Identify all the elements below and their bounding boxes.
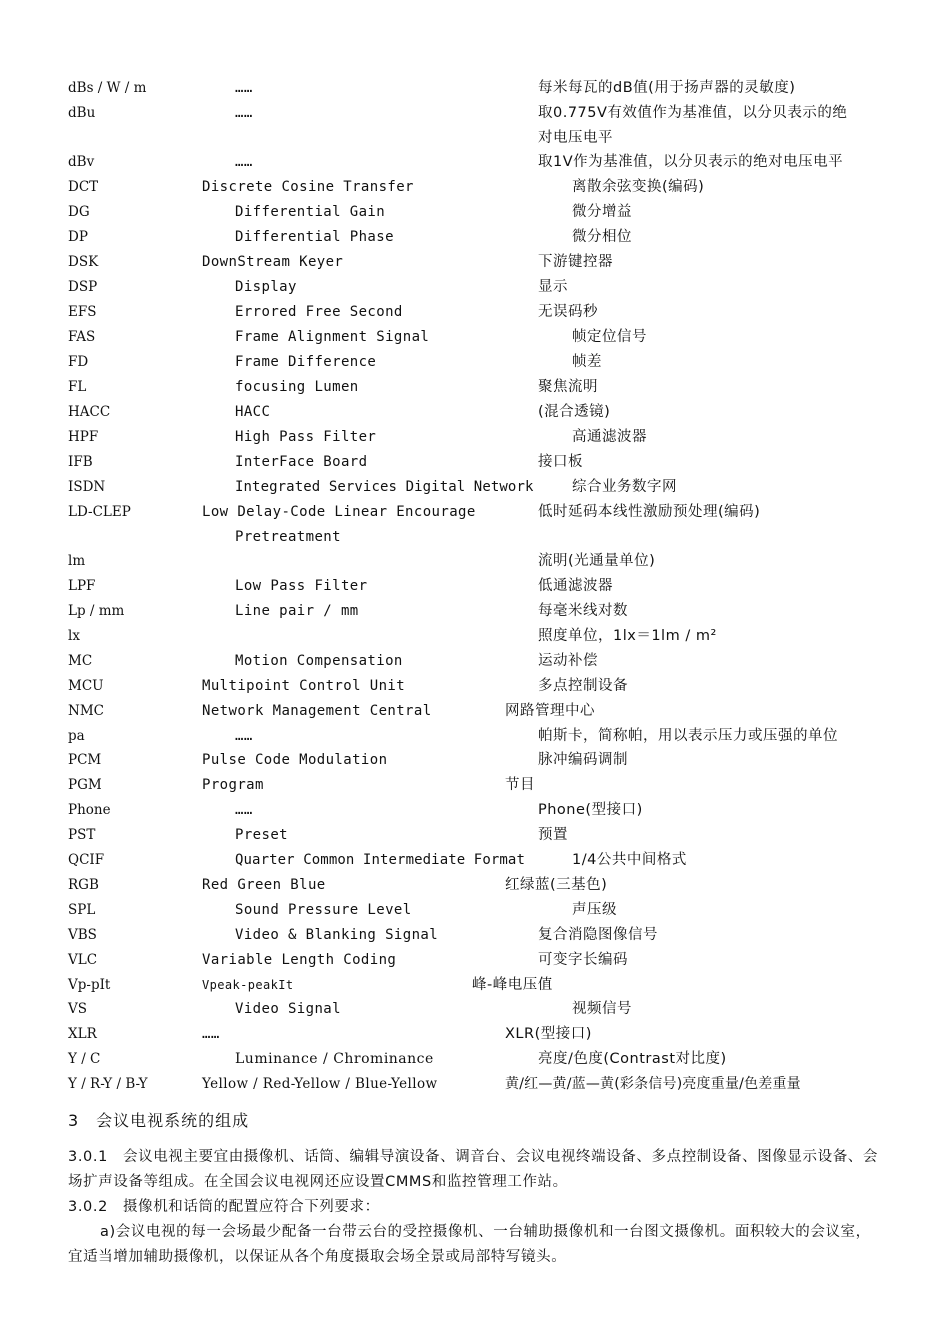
abbr-row [0,798,950,822]
abbr-chinese: Phone(型接口) [538,802,643,818]
abbr-row [0,300,950,324]
abbr-term: Vp-pIt [68,977,111,993]
abbr-row [0,1072,950,1096]
abbr-chinese: 1/4公共中间格式 [572,852,687,868]
abbr-english: Red Green Blue [202,877,326,893]
abbr-chinese: 节目 [505,777,535,793]
abbr-chinese: 取1V作为基准值，以分贝表示的绝对电压电平 [538,154,844,170]
abbr-chinese: 可变字长编码 [538,952,628,968]
abbr-english: Pulse Code Modulation [202,752,388,768]
abbr-row [0,599,950,623]
abbr-english: Vpeak-peakIt [202,978,294,992]
abbr-row [0,923,950,947]
abbr-english: Differential Phase [235,229,394,245]
abbr-term: LD-CLEP [68,504,131,520]
abbr-term: PST [68,827,96,843]
abbr-row [0,475,950,499]
abbr-english: …… [235,154,253,170]
abbr-english: Video & Blanking Signal [235,927,439,943]
abbr-chinese: 帧定位信号 [572,329,647,345]
abbr-row [0,76,950,100]
abbr-row [0,275,950,299]
abbr-term: NMC [68,703,104,719]
abbr-row [0,748,950,772]
abbr-english: Motion Compensation [235,653,403,669]
abbr-english: Frame Difference [235,354,377,370]
abbr-chinese: 无误码秒 [538,304,598,320]
abbr-term: VS [68,1001,87,1017]
abbr-term: DG [68,204,90,220]
abbr-chinese: 下游键控器 [538,254,613,270]
abbr-english: Low Pass Filter [235,578,368,594]
abbr-term: DSP [68,279,98,295]
abbr-term: dBs / W / m [68,80,147,96]
abbr-english: …… [235,105,253,121]
abbr-english: Yellow / Red-Yellow / Blue-Yellow [202,1076,438,1092]
abbr-term: Y / R-Y / B-Y [68,1076,148,1092]
abbr-row [0,225,950,249]
paragraph-3-0-1: 3.0.1 会议电视主要宜由摄像机、话筒、编辑导演设备、调音台、会议电视终端设备、多点控制设备、图像显示设备、会场扩声设备等组成。在全国会议电视网还应设置CMMS和监控管理工作站。 [68,1149,878,1190]
abbr-english: …… [235,80,253,96]
abbr-chinese: 帕斯卡，简称帕，用以表示压力或压强的单位 [538,728,838,744]
abbr-chinese: 运动补偿 [538,653,598,669]
abbr-english: Differential Gain [235,204,386,220]
abbr-chinese: 照度单位，1lx＝1lm / m² [538,628,717,644]
abbr-term: IFB [68,454,93,470]
abbr-row [0,574,950,598]
abbr-row [0,873,950,897]
abbr-term: DP [68,229,88,245]
abbr-english: Low Delay-Code Linear Encourage [202,504,476,520]
abbr-english: HACC [235,404,271,420]
abbr-term: MCU [68,678,104,694]
abbr-chinese: 亮度/色度(Contrast对比度) [538,1051,727,1067]
abbr-term: FD [68,354,89,370]
abbr-term: QCIF [68,852,105,868]
abbr-row [0,773,950,797]
abbr-term: LPF [68,578,96,594]
abbr-row [0,948,950,972]
abbr-chinese: 预置 [538,827,568,843]
abbr-english: Network Management Central [202,703,432,719]
abbr-chinese: 低时延码本线性激励预处理(编码) [538,504,761,520]
abbr-chinese: 黄/红—黄/蓝—黄(彩条信号)亮度重量/色差重量 [505,1076,801,1092]
abbr-chinese: 离散余弦变换(编码) [572,179,705,195]
abbr-english: …… [235,728,253,744]
abbr-row [0,649,950,673]
abbr-row [0,997,950,1021]
abbr-english-continued: Pretreatment [235,529,341,545]
abbr-term: DCT [68,179,99,195]
abbr-english: …… [202,1026,220,1042]
abbr-term: Y / C [68,1051,101,1067]
abbr-english: Luminance / Chrominance [235,1051,434,1067]
abbr-row [0,699,950,723]
abbr-row [0,724,950,748]
abbr-term: dBv [68,154,95,170]
abbr-english: Multipoint Control Unit [202,678,406,694]
abbr-row [0,350,950,374]
abbr-chinese: 复合消隐图像信号 [538,927,658,943]
abbr-row [0,150,950,174]
abbr-chinese: 每毫米线对数 [538,603,628,619]
abbr-chinese: 取0.775V有效值作为基准值，以分贝表示的绝 [538,105,848,121]
abbr-term: dBu [68,105,96,121]
abbr-chinese: 接口板 [538,454,583,470]
abbr-term: DSK [68,254,99,270]
abbr-english: Preset [235,827,288,843]
abbr-row [0,823,950,847]
abbr-row [0,848,950,872]
abbr-row [0,450,950,474]
abbr-row [0,250,950,274]
abbr-row-continuation [0,126,950,150]
abbr-row [0,898,950,922]
abbr-english: Discrete Cosine Transfer [202,179,414,195]
abbr-term: lx [68,628,80,644]
abbr-chinese: 低通滤波器 [538,578,613,594]
abbr-term: SPL [68,902,96,918]
abbr-chinese: (混合透镜) [538,404,611,420]
abbr-english: Display [235,279,297,295]
abbr-english: High Pass Filter [235,429,377,445]
abbr-chinese: 声压级 [572,902,617,918]
abbr-chinese: 微分增益 [572,204,632,220]
abbr-term: PCM [68,752,102,768]
abbr-chinese: 多点控制设备 [538,678,628,694]
abbr-chinese: 每米每瓦的dB值(用于扬声器的灵敏度) [538,80,796,96]
paragraph-item-a: a)会议电视的每一会场最少配备一台带云台的受控摄像机、一台辅助摄像机和一台图文摄像机。面积较大的会议室，宜适当增加辅助摄像机，以保证从各个角度摄取会场全景或局部特写镜头。 [68,1224,871,1265]
abbr-term: lm [68,553,86,569]
abbr-row [0,973,950,997]
abbr-english: Frame Alignment Signal [235,329,430,345]
abbr-term: RGB [68,877,99,893]
abbr-english: Video Signal [235,1001,341,1017]
abbr-term: HPF [68,429,99,445]
abbr-term: ISDN [68,479,106,495]
abbr-chinese: 视频信号 [572,1001,632,1017]
abbr-chinese: 微分相位 [572,229,632,245]
abbr-term: HACC [68,404,111,420]
abbr-term: FL [68,379,87,395]
abbr-english: InterFace Board [235,454,368,470]
abbr-row [0,624,950,648]
abbr-row [0,175,950,199]
abbr-row [0,200,950,224]
abbr-english: Line pair / mm [235,603,359,619]
abbr-row [0,1047,950,1071]
abbr-chinese: XLR(型接口) [505,1026,592,1042]
abbr-row [0,400,950,424]
abbr-term: VBS [68,927,97,943]
abbr-english: Integrated Services Digital Network [235,479,534,495]
abbr-term: XLR [68,1026,97,1042]
abbr-chinese-continued: 对电压电平 [538,130,613,146]
abbr-chinese: 网路管理中心 [505,703,595,719]
abbr-chinese: 流明(光通量单位) [538,553,656,569]
abbr-term: EFS [68,304,97,320]
abbr-row [0,549,950,573]
abbr-english: focusing Lumen [235,379,359,395]
section-heading: 3 会议电视系统的组成 [68,1111,250,1130]
abbr-term: MC [68,653,93,669]
abbr-term: Phone [68,802,111,818]
abbr-term: VLC [68,952,98,968]
abbr-english: Quarter Common Intermediate Format [235,852,525,868]
abbr-chinese: 红绿蓝(三基色) [505,877,608,893]
abbr-row-continuation [0,525,950,549]
abbr-chinese: 综合业务数字网 [572,479,677,495]
abbr-chinese: 显示 [538,279,568,295]
abbr-row [0,674,950,698]
abbr-chinese: 高通滤波器 [572,429,647,445]
abbr-term: FAS [68,329,96,345]
abbr-chinese: 帧差 [572,354,602,370]
abbr-english: Sound Pressure Level [235,902,412,918]
abbr-english: DownStream Keyer [202,254,344,270]
abbr-english: Program [202,777,264,793]
abbr-english: …… [235,802,253,818]
abbr-row [0,1022,950,1046]
abbr-chinese: 峰-峰电压值 [472,977,553,993]
abbr-row [0,325,950,349]
abbr-term: Lp / mm [68,603,125,619]
abbr-row [0,101,950,125]
abbr-term: pa [68,728,85,744]
abbr-english: Variable Length Coding [202,952,397,968]
abbr-chinese: 聚焦流明 [538,379,598,395]
abbr-row [0,425,950,449]
abbr-term: PGM [68,777,102,793]
paragraph-3-0-2: 3.0.2 摄像机和话筒的配置应符合下列要求： [68,1199,380,1215]
abbr-english: Errored Free Second [235,304,403,320]
abbr-row [0,375,950,399]
abbr-row [0,500,950,524]
abbr-chinese: 脉冲编码调制 [538,752,628,768]
